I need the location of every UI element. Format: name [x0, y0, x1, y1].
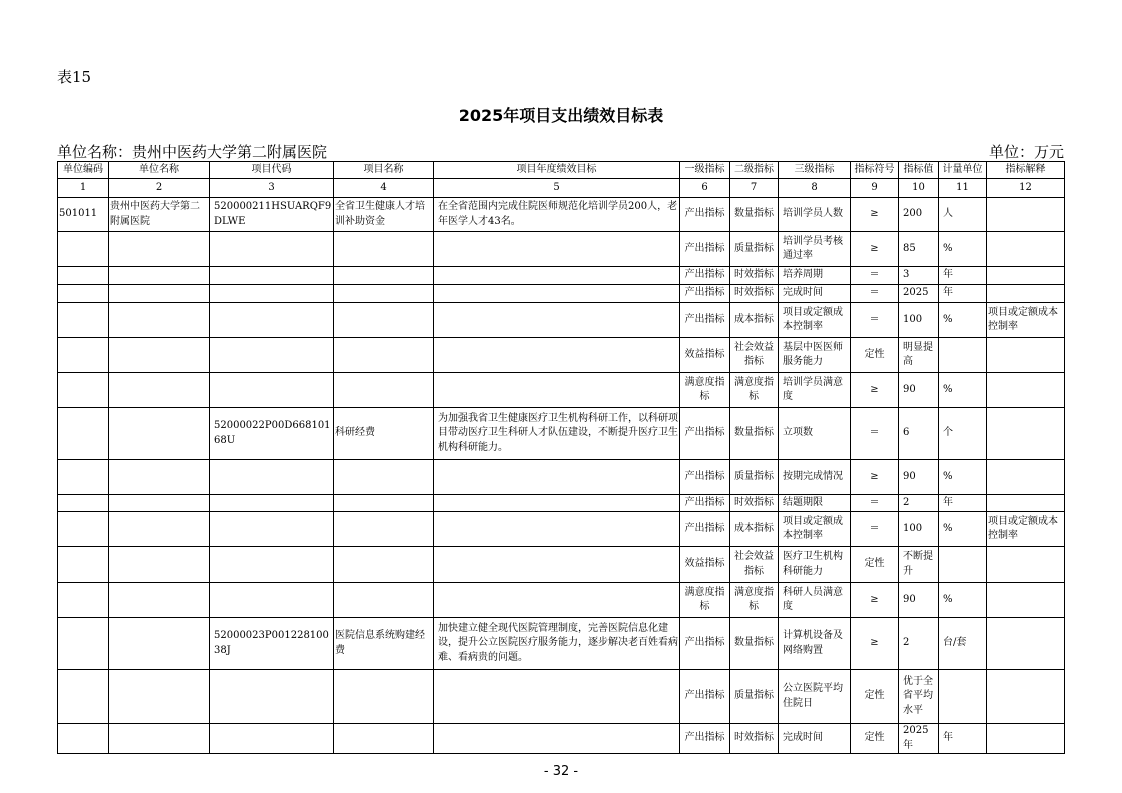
column-number: 5 — [434, 179, 680, 198]
goal-cell — [434, 303, 680, 338]
project-name-cell — [334, 583, 434, 618]
goal-cell — [434, 338, 680, 373]
level3-indicator-cell: 医疗卫生机构科研能力 — [779, 547, 851, 583]
column-number: 8 — [779, 179, 851, 198]
level2-indicator-cell: 社会效益指标 — [730, 338, 779, 373]
unit-code-cell — [58, 670, 109, 724]
project-code-cell — [210, 460, 334, 495]
goal-cell — [434, 670, 680, 724]
project-name-cell — [334, 267, 434, 285]
goal-cell — [434, 495, 680, 512]
symbol-cell: ＝ — [851, 267, 899, 285]
explanation-cell — [987, 198, 1065, 232]
unit-name-cell — [109, 724, 210, 754]
column-number: 10 — [899, 179, 939, 198]
unit-cell: 年 — [939, 285, 987, 303]
project-code-cell — [210, 267, 334, 285]
table-row — [58, 232, 1065, 267]
project-code-cell — [210, 583, 334, 618]
column-number: 11 — [939, 179, 987, 198]
project-name-cell — [334, 285, 434, 303]
table-row — [58, 338, 1065, 373]
level2-indicator-cell: 满意度指标 — [730, 373, 779, 408]
symbol-cell: ≥ — [851, 460, 899, 495]
column-header: 项目名称 — [334, 162, 434, 179]
goal-cell — [434, 373, 680, 408]
level1-indicator-cell: 产出指标 — [680, 232, 730, 267]
value-cell: 优于全省平均水平 — [899, 670, 939, 724]
goal-cell — [434, 460, 680, 495]
column-number: 1 — [58, 179, 109, 198]
symbol-cell: ＝ — [851, 285, 899, 303]
value-cell: 100 — [899, 303, 939, 338]
unit-cell — [939, 547, 987, 583]
goal-cell: 在全省范围内完成住院医师规范化培训学员200人，老年医学人才43名。 — [434, 198, 680, 232]
symbol-cell: ≥ — [851, 618, 899, 670]
goal-cell: 加快建立健全现代医院管理制度，完善医院信息化建设，提升公立医院医疗服务能力，逐步解决老百姓看病难、看病贵的问题。 — [434, 618, 680, 670]
level2-indicator-cell: 时效指标 — [730, 285, 779, 303]
performance-goal-table — [57, 161, 1065, 754]
column-number-row — [58, 179, 1065, 198]
level3-indicator-cell: 按期完成情况 — [779, 460, 851, 495]
goal-cell: 为加强我省卫生健康医疗卫生机构科研工作，以科研项目带动医疗卫生科研人才队伍建设，不断提升医疗卫生机构科研能力。 — [434, 408, 680, 460]
level1-indicator-cell: 满意度指标 — [680, 583, 730, 618]
unit-name-cell — [109, 495, 210, 512]
unit-code-cell — [58, 547, 109, 583]
level3-indicator-cell: 完成时间 — [779, 285, 851, 303]
level2-indicator-cell: 数量指标 — [730, 618, 779, 670]
unit-cell: 年 — [939, 267, 987, 285]
project-name-cell — [334, 232, 434, 267]
value-cell: 2 — [899, 618, 939, 670]
unit-name-cell — [109, 338, 210, 373]
goal-cell — [434, 267, 680, 285]
project-code-cell — [210, 285, 334, 303]
column-header: 计量单位 — [939, 162, 987, 179]
symbol-cell: 定性 — [851, 724, 899, 754]
column-header: 指标值 — [899, 162, 939, 179]
unit-code-cell — [58, 285, 109, 303]
project-code-cell — [210, 232, 334, 267]
project-code-cell — [210, 724, 334, 754]
level1-indicator-cell: 满意度指标 — [680, 373, 730, 408]
column-header: 指标解释 — [987, 162, 1065, 179]
unit-name-cell — [109, 460, 210, 495]
table-row — [58, 408, 1065, 460]
symbol-cell: ≥ — [851, 198, 899, 232]
value-cell: 90 — [899, 460, 939, 495]
level1-indicator-cell: 产出指标 — [680, 285, 730, 303]
column-header: 单位名称 — [109, 162, 210, 179]
level1-indicator-cell: 产出指标 — [680, 198, 730, 232]
value-cell: 100 — [899, 512, 939, 547]
unit-cell: % — [939, 373, 987, 408]
symbol-cell: ＝ — [851, 512, 899, 547]
goal-cell — [434, 285, 680, 303]
unit-code-cell — [58, 303, 109, 338]
level2-indicator-cell: 成本指标 — [730, 512, 779, 547]
project-code-cell — [210, 338, 334, 373]
unit-cell: 人 — [939, 198, 987, 232]
table-row — [58, 285, 1065, 303]
unit-name-cell — [109, 618, 210, 670]
explanation-cell — [987, 408, 1065, 460]
project-code-cell — [210, 495, 334, 512]
column-number: 9 — [851, 179, 899, 198]
level3-indicator-cell: 基层中医医师服务能力 — [779, 338, 851, 373]
level1-indicator-cell: 产出指标 — [680, 670, 730, 724]
unit-code-cell — [58, 373, 109, 408]
project-name-cell — [334, 373, 434, 408]
goal-cell — [434, 512, 680, 547]
explanation-cell — [987, 547, 1065, 583]
explanation-cell — [987, 285, 1065, 303]
table-row — [58, 198, 1065, 232]
column-header: 一级指标 — [680, 162, 730, 179]
symbol-cell: ＝ — [851, 408, 899, 460]
explanation-cell — [987, 670, 1065, 724]
unit-cell — [939, 670, 987, 724]
column-header: 三级指标 — [779, 162, 851, 179]
table-row — [58, 495, 1065, 512]
level3-indicator-cell: 立项数 — [779, 408, 851, 460]
level2-indicator-cell: 时效指标 — [730, 267, 779, 285]
project-code-cell — [210, 303, 334, 338]
unit-code-cell — [58, 512, 109, 547]
unit-code-cell — [58, 232, 109, 267]
symbol-cell: 定性 — [851, 338, 899, 373]
level2-indicator-cell: 满意度指标 — [730, 583, 779, 618]
unit-name-cell — [109, 512, 210, 547]
unit-code-cell — [58, 460, 109, 495]
unit-cell: % — [939, 232, 987, 267]
level3-indicator-cell: 培养周期 — [779, 267, 851, 285]
level1-indicator-cell: 效益指标 — [680, 547, 730, 583]
level1-indicator-cell: 产出指标 — [680, 267, 730, 285]
project-name-cell — [334, 547, 434, 583]
value-cell: 200 — [899, 198, 939, 232]
table-row — [58, 618, 1065, 670]
project-name-cell — [334, 724, 434, 754]
level1-indicator-cell: 效益指标 — [680, 338, 730, 373]
column-header: 项目年度绩效目标 — [434, 162, 680, 179]
unit-name-cell — [109, 303, 210, 338]
project-name-cell — [334, 338, 434, 373]
column-header: 二级指标 — [730, 162, 779, 179]
value-cell: 90 — [899, 373, 939, 408]
unit-code-cell: 501011 — [58, 198, 109, 232]
unit-name-cell — [109, 583, 210, 618]
explanation-cell — [987, 267, 1065, 285]
level2-indicator-cell: 数量指标 — [730, 408, 779, 460]
unit-name-cell — [109, 373, 210, 408]
table-row — [58, 670, 1065, 724]
level1-indicator-cell: 产出指标 — [680, 408, 730, 460]
project-code-cell: 52000023P00122810038J — [210, 618, 334, 670]
project-code-cell — [210, 547, 334, 583]
explanation-cell — [987, 373, 1065, 408]
unit-cell: % — [939, 460, 987, 495]
project-name-cell: 全省卫生健康人才培训补助资金 — [334, 198, 434, 232]
project-name-cell — [334, 670, 434, 724]
level3-indicator-cell: 培训学员满意度 — [779, 373, 851, 408]
explanation-cell — [987, 495, 1065, 512]
table-row — [58, 267, 1065, 285]
goal-cell — [434, 547, 680, 583]
project-code-cell — [210, 373, 334, 408]
unit-cell: % — [939, 303, 987, 338]
unit-code-cell — [58, 408, 109, 460]
unit-cell: % — [939, 583, 987, 618]
unit-name-cell — [109, 547, 210, 583]
column-number: 4 — [334, 179, 434, 198]
level3-indicator-cell: 计算机设备及网络购置 — [779, 618, 851, 670]
level2-indicator-cell: 时效指标 — [730, 495, 779, 512]
level2-indicator-cell: 社会效益指标 — [730, 547, 779, 583]
unit-code-cell — [58, 618, 109, 670]
project-code-cell — [210, 670, 334, 724]
symbol-cell: 定性 — [851, 670, 899, 724]
value-cell: 6 — [899, 408, 939, 460]
unit-cell: 台/套 — [939, 618, 987, 670]
column-number: 7 — [730, 179, 779, 198]
explanation-cell — [987, 460, 1065, 495]
unit-cell: 年 — [939, 724, 987, 754]
symbol-cell: ＝ — [851, 303, 899, 338]
project-name-cell — [334, 495, 434, 512]
level3-indicator-cell: 培训学员考核通过率 — [779, 232, 851, 267]
symbol-cell: ≥ — [851, 373, 899, 408]
unit-code-cell — [58, 724, 109, 754]
symbol-cell: ≥ — [851, 583, 899, 618]
explanation-cell — [987, 618, 1065, 670]
explanation-cell — [987, 724, 1065, 754]
unit-code-cell — [58, 583, 109, 618]
table-row — [58, 583, 1065, 618]
value-cell: 2025 — [899, 285, 939, 303]
column-number: 2 — [109, 179, 210, 198]
table-row — [58, 512, 1065, 547]
explanation-cell — [987, 232, 1065, 267]
unit-name: 单位名称：贵州中医药大学第二附属医院 — [57, 143, 328, 161]
table-row — [58, 303, 1065, 338]
unit-code-cell — [58, 495, 109, 512]
column-header: 指标符号 — [851, 162, 899, 179]
unit-code-cell — [58, 267, 109, 285]
explanation-cell — [987, 338, 1065, 373]
table-row — [58, 724, 1065, 754]
value-cell: 90 — [899, 583, 939, 618]
project-name-cell: 科研经费 — [334, 408, 434, 460]
value-cell: 85 — [899, 232, 939, 267]
column-number: 3 — [210, 179, 334, 198]
level3-indicator-cell: 科研人员满意度 — [779, 583, 851, 618]
project-name-cell — [334, 460, 434, 495]
table-row — [58, 460, 1065, 495]
unit-cell: 个 — [939, 408, 987, 460]
project-name-cell: 医院信息系统购建经费 — [334, 618, 434, 670]
header-row — [58, 162, 1065, 179]
table-row — [58, 547, 1065, 583]
level2-indicator-cell: 成本指标 — [730, 303, 779, 338]
value-cell: 2 — [899, 495, 939, 512]
goal-cell — [434, 232, 680, 267]
unit-name-cell — [109, 670, 210, 724]
table-row — [58, 373, 1065, 408]
value-cell: 2025年 — [899, 724, 939, 754]
level1-indicator-cell: 产出指标 — [680, 618, 730, 670]
unit-name-cell — [109, 285, 210, 303]
level3-indicator-cell: 项目或定额成本控制率 — [779, 512, 851, 547]
level3-indicator-cell: 培训学员人数 — [779, 198, 851, 232]
level3-indicator-cell: 完成时间 — [779, 724, 851, 754]
table-label: 表15 — [57, 68, 92, 86]
column-number: 6 — [680, 179, 730, 198]
column-number: 12 — [987, 179, 1065, 198]
level1-indicator-cell: 产出指标 — [680, 495, 730, 512]
symbol-cell: ≥ — [851, 232, 899, 267]
value-cell: 明显提高 — [899, 338, 939, 373]
column-header: 项目代码 — [210, 162, 334, 179]
unit-name-cell — [109, 232, 210, 267]
level3-indicator-cell: 项目或定额成本控制率 — [779, 303, 851, 338]
level1-indicator-cell: 产出指标 — [680, 303, 730, 338]
level1-indicator-cell: 产出指标 — [680, 724, 730, 754]
level2-indicator-cell: 时效指标 — [730, 724, 779, 754]
currency-unit: 单位：万元 — [988, 143, 1064, 161]
project-code-cell: 520000211HSUARQF9DLWE — [210, 198, 334, 232]
unit-code-cell — [58, 338, 109, 373]
project-name-cell — [334, 303, 434, 338]
column-header: 单位编码 — [58, 162, 109, 179]
unit-cell — [939, 338, 987, 373]
level3-indicator-cell: 结题期限 — [779, 495, 851, 512]
explanation-cell: 项目或定额成本控制率 — [987, 303, 1065, 338]
level2-indicator-cell: 数量指标 — [730, 198, 779, 232]
level2-indicator-cell: 质量指标 — [730, 460, 779, 495]
unit-name-cell — [109, 408, 210, 460]
document-title: 2025年项目支出绩效目标表 — [458, 106, 664, 125]
level2-indicator-cell: 质量指标 — [730, 670, 779, 724]
unit-name-cell: 贵州中医药大学第二附属医院 — [109, 198, 210, 232]
goal-cell — [434, 724, 680, 754]
explanation-cell: 项目或定额成本控制率 — [987, 512, 1065, 547]
unit-cell: 年 — [939, 495, 987, 512]
value-cell: 3 — [899, 267, 939, 285]
level1-indicator-cell: 产出指标 — [680, 460, 730, 495]
project-code-cell — [210, 512, 334, 547]
project-code-cell: 52000022P00D66810168U — [210, 408, 334, 460]
level3-indicator-cell: 公立医院平均住院日 — [779, 670, 851, 724]
explanation-cell — [987, 583, 1065, 618]
project-name-cell — [334, 512, 434, 547]
unit-cell: % — [939, 512, 987, 547]
symbol-cell: ＝ — [851, 495, 899, 512]
level1-indicator-cell: 产出指标 — [680, 512, 730, 547]
unit-name-cell — [109, 267, 210, 285]
page-number: - 32 - — [543, 764, 579, 779]
level2-indicator-cell: 质量指标 — [730, 232, 779, 267]
goal-cell — [434, 583, 680, 618]
symbol-cell: 定性 — [851, 547, 899, 583]
value-cell: 不断提升 — [899, 547, 939, 583]
